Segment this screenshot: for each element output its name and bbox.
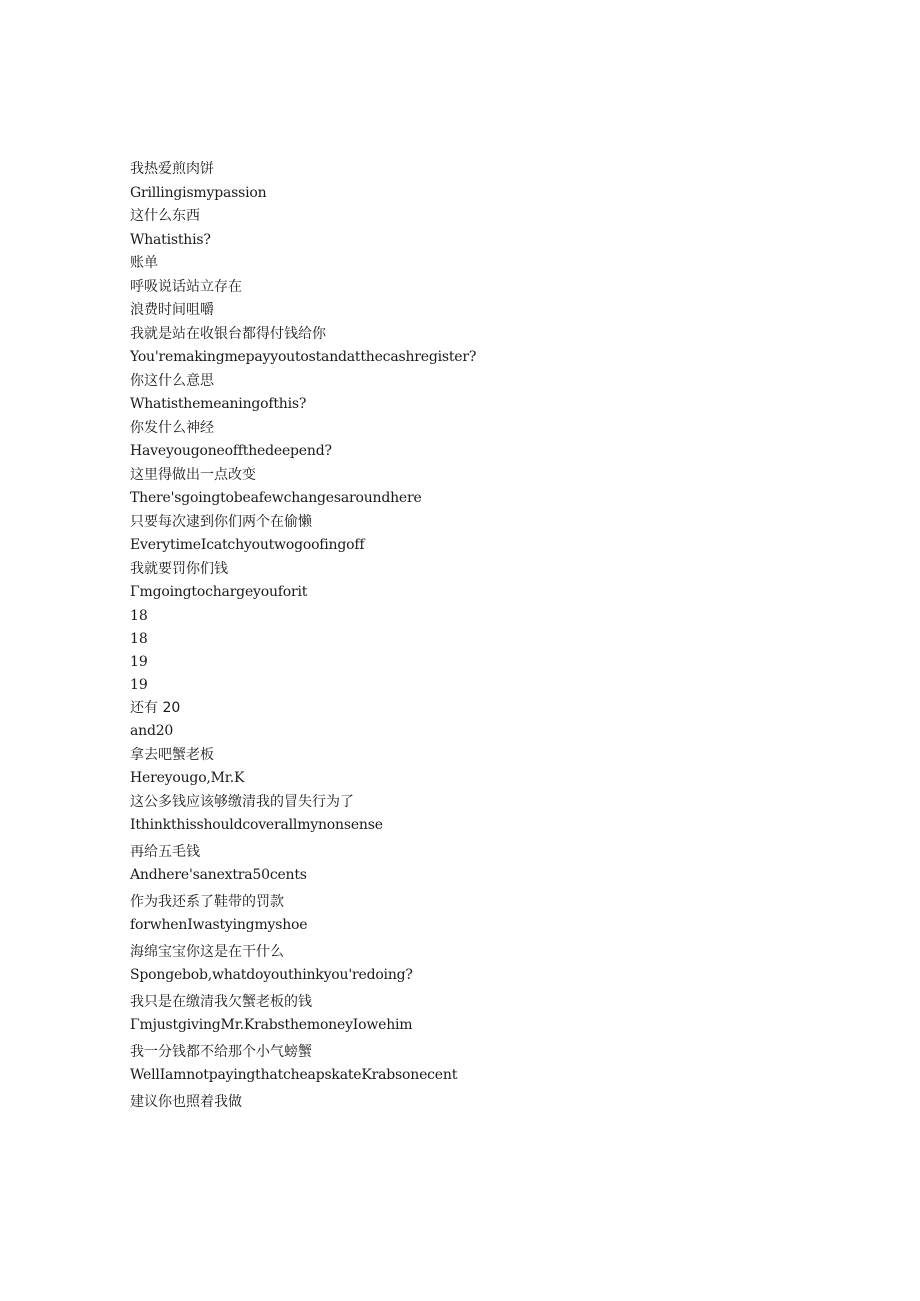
- transcript-line: Spongebob,whatdoyouthinkyou'redoing?: [130, 967, 413, 983]
- transcript-line: 我就是站在收银台都得付钱给你: [130, 325, 326, 342]
- transcript-line: Ithinkthisshouldcoverallmynonsense: [130, 817, 383, 833]
- transcript-line: 我就要罚你们钱: [130, 560, 228, 577]
- transcript-line: EverytimeIcatchyoutwogoofingoff: [130, 537, 365, 553]
- transcript-line: 你这什么意思: [130, 372, 214, 389]
- transcript-line: Whatisthis?: [130, 231, 211, 248]
- transcript-line: ΓmjustgivingMr.KrabsthemoneyIowehim: [130, 1017, 413, 1033]
- transcript-line: 只要每次逮到你们两个在偷懒: [130, 513, 312, 530]
- transcript-line: 呼吸说话站立存在: [130, 278, 242, 295]
- transcript-line: WellIamnotpayingthatcheapskateKrabsonecent: [130, 1067, 458, 1083]
- transcript-line: 建议你也照着我做: [130, 1093, 242, 1110]
- transcript-line: 这里得做出一点改变: [130, 466, 256, 483]
- transcript-lines: [130, 158, 830, 1114]
- transcript-line: Andhere'sanextra50cents: [130, 867, 307, 883]
- transcript-line: 你发什么神经: [130, 419, 214, 436]
- transcript-line: 我一分钱都不给那个小气螃蟹: [130, 1043, 312, 1060]
- transcript-line: 拿去吧蟹老板: [130, 746, 214, 763]
- transcript-line: 还有 20: [130, 699, 181, 716]
- transcript-line: 19: [130, 676, 148, 693]
- transcript-line: Whatisthemeaningofthis?: [130, 396, 307, 412]
- transcript-line: Grillingismypassion: [130, 184, 267, 201]
- transcript-line: 海绵宝宝你这是在干什么: [130, 943, 284, 960]
- transcript-line: 18: [130, 607, 148, 624]
- transcript-line: 我热爱煎肉饼: [130, 161, 214, 177]
- transcript-line: You'remakingmepayyoutostandatthecashregister?: [130, 349, 477, 365]
- transcript-line: 19: [130, 653, 148, 670]
- transcript-line: 账单: [130, 255, 158, 271]
- transcript-line: 18: [130, 630, 148, 647]
- transcript-line: Γmgoingtochargeyouforit: [130, 584, 308, 600]
- transcript-line: 这公多钱应该够缴清我的冒失行为了: [130, 793, 354, 810]
- transcript-line: Hereyougo,Mr.K: [130, 770, 245, 786]
- transcript-line: There'sgoingtobeafewchangesaroundhere: [130, 490, 422, 506]
- transcript-line: forwhenIwastyingmyshoe: [130, 917, 308, 933]
- transcript-line: 这什么东西: [130, 208, 200, 224]
- transcript-line: and20: [130, 723, 174, 739]
- transcript-line: 作为我还系了鞋带的罚款: [130, 893, 284, 910]
- transcript-line: 浪费时间咀嚼: [130, 302, 214, 318]
- transcript-line: Haveyougoneoffthedeepend?: [130, 443, 332, 459]
- transcript-line: 我只是在缴清我欠蟹老板的钱: [130, 993, 312, 1010]
- transcript-line: 再给五毛钱: [130, 843, 200, 860]
